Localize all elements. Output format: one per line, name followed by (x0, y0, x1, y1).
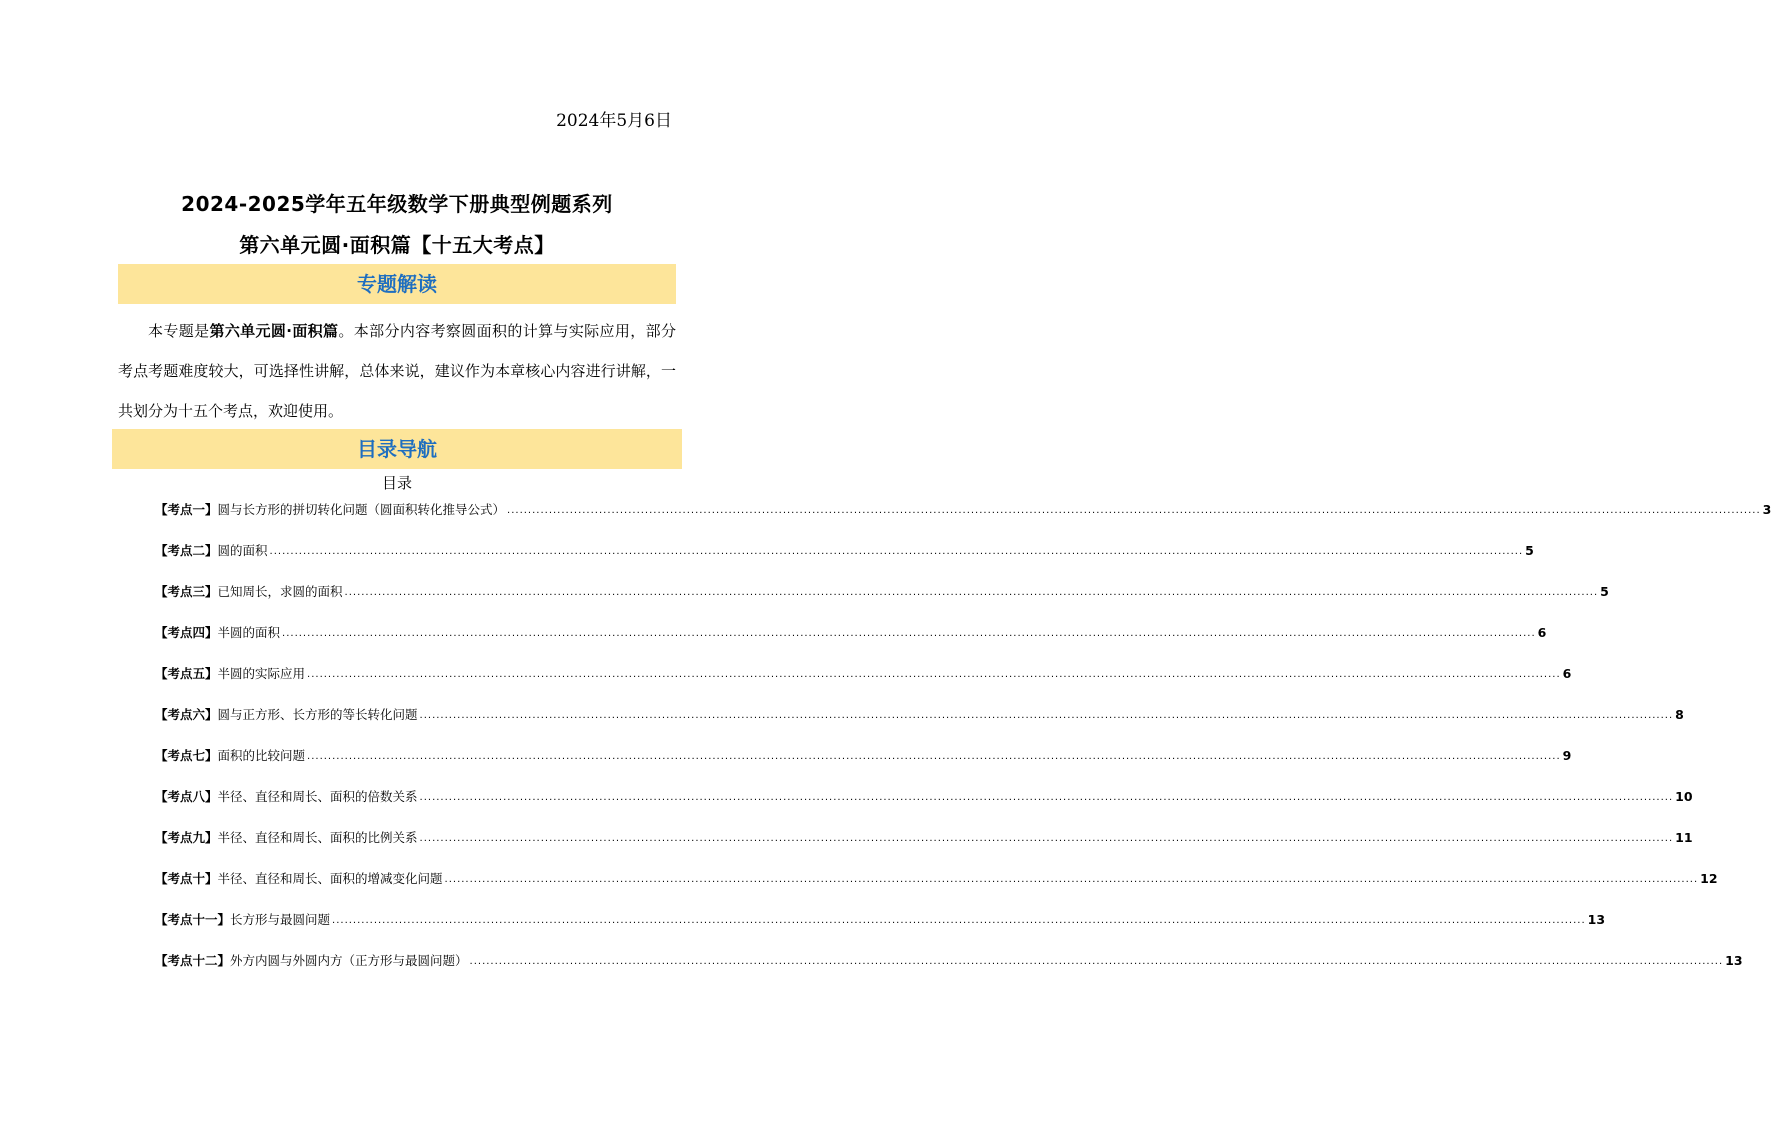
toc-entry-page: 10 (1675, 789, 1693, 804)
toc-entry[interactable] (155, 663, 1572, 704)
toc-entry-key: 【考点十】 (155, 871, 218, 886)
intro-paragraph (118, 311, 676, 431)
toc-leader-dots: ............................................................................................................................................................................................................................................................................................................ (419, 710, 1674, 721)
toc-entry-title: 外方内圆与外圆内方（正方形与最圆问题） (230, 953, 468, 968)
toc-entry[interactable] (155, 622, 1547, 663)
toc-entry[interactable] (155, 868, 1718, 909)
toc-entry-key: 【考点二】 (155, 543, 218, 558)
toc-entry-title: 圆的面积 (217, 543, 268, 558)
toc-entry-title: 已知周长，求圆的面积 (217, 584, 343, 599)
table-of-contents (155, 499, 1771, 991)
toc-entry-page: 12 (1700, 871, 1718, 886)
toc-entry-title: 面积的比较问题 (217, 748, 306, 763)
toc-entry-page: 9 (1562, 748, 1572, 763)
toc-entry-page: 11 (1675, 830, 1693, 845)
toc-entry-key: 【考点七】 (155, 748, 218, 763)
toc-entry[interactable] (155, 704, 1684, 745)
toc-entry[interactable] (155, 745, 1572, 786)
document-subtitle: 第六单元圆·面积篇【十五大考点】 (239, 233, 555, 257)
document-title: 2024-2025学年五年级数学下册典型例题系列 (181, 192, 613, 216)
toc-entry[interactable] (155, 950, 1743, 991)
toc-entry-title: 长方形与最圆问题 (230, 912, 331, 927)
toc-leader-dots: ............................................................................................................................................................................................................................................................................................................ (269, 546, 1524, 557)
toc-entry-title: 半圆的面积 (217, 625, 281, 640)
toc-entry-title: 半圆的实际应用 (217, 666, 306, 681)
toc-entry[interactable] (155, 540, 1534, 581)
toc-leader-dots: ............................................................................................................................................................................................................................................................................................................ (419, 792, 1674, 803)
toc-entry-key: 【考点三】 (155, 584, 218, 599)
toc-heading: 目录 (381, 474, 412, 492)
toc-entry-page: 8 (1675, 707, 1684, 722)
toc-leader-dots: ............................................................................................................................................................................................................................................................................................................ (344, 587, 1599, 598)
toc-entry-key: 【考点九】 (155, 830, 218, 845)
toc-leader-dots: ............................................................................................................................................................................................................................................................................................................ (332, 915, 1586, 926)
toc-entry-title: 半径、直径和周长、面积的比例关系 (217, 830, 418, 845)
toc-leader-dots: ............................................................................................................................................................................................................................................................................................................ (419, 833, 1674, 844)
toc-entry-key: 【考点一】 (155, 502, 218, 517)
toc-leader-dots: ............................................................................................................................................................................................................................................................................................................ (444, 874, 1699, 885)
intro-prefix: 本专题是 (148, 322, 210, 340)
toc-entry-title: 圆与长方形的拼切转化问题（圆面积转化推导公式） (217, 502, 506, 517)
toc-entry-key: 【考点十二】 (155, 953, 231, 968)
intro-rest: 。本部分内容考察圆面积的计算与实际应用，部分考点考题难度较大，可选择性讲解，总体来说，建议作为本章核心内容进行讲解，一共划分为十五个考点，欢迎使用。 (118, 322, 676, 420)
toc-leader-dots: ............................................................................................................................................................................................................................................................................................................ (307, 751, 1561, 762)
toc-entry-page: 13 (1725, 953, 1743, 968)
toc-entry[interactable] (155, 909, 1606, 950)
toc-entry-page: 5 (1525, 543, 1534, 558)
toc-entry-page: 6 (1562, 666, 1572, 681)
toc-entry-page: 5 (1600, 584, 1609, 599)
toc-entry[interactable] (155, 499, 1771, 540)
section-heading-intro: 专题解读 (118, 264, 676, 304)
toc-entry-page: 13 (1587, 912, 1606, 927)
document-date: 2024年5月6日 (556, 111, 672, 131)
toc-entry-key: 【考点五】 (155, 666, 218, 681)
toc-leader-dots: ............................................................................................................................................................................................................................................................................................................ (307, 669, 1561, 680)
toc-entry[interactable] (155, 827, 1693, 868)
toc-entry-key: 【考点十一】 (155, 912, 231, 927)
toc-entry-title: 半径、直径和周长、面积的增减变化问题 (217, 871, 443, 886)
toc-entry-title: 圆与正方形、长方形的等长转化问题 (217, 707, 418, 722)
section-heading-toc: 目录导航 (112, 429, 682, 469)
toc-entry-key: 【考点八】 (155, 789, 218, 804)
toc-leader-dots: ............................................................................................................................................................................................................................................................................................................ (282, 628, 1536, 639)
toc-entry-page: 3 (1762, 502, 1771, 517)
toc-leader-dots: ............................................................................................................................................................................................................................................................................................................ (507, 505, 1761, 516)
toc-entry[interactable] (155, 786, 1693, 827)
toc-entry-page: 6 (1537, 625, 1547, 640)
toc-entry-title: 半径、直径和周长、面积的倍数关系 (217, 789, 418, 804)
toc-entry[interactable] (155, 581, 1609, 622)
toc-entry-key: 【考点四】 (155, 625, 218, 640)
toc-entry-key: 【考点六】 (155, 707, 218, 722)
intro-bold-unit: 第六单元圆·面积篇 (209, 322, 339, 340)
toc-leader-dots: ............................................................................................................................................................................................................................................................................................................ (469, 956, 1724, 967)
